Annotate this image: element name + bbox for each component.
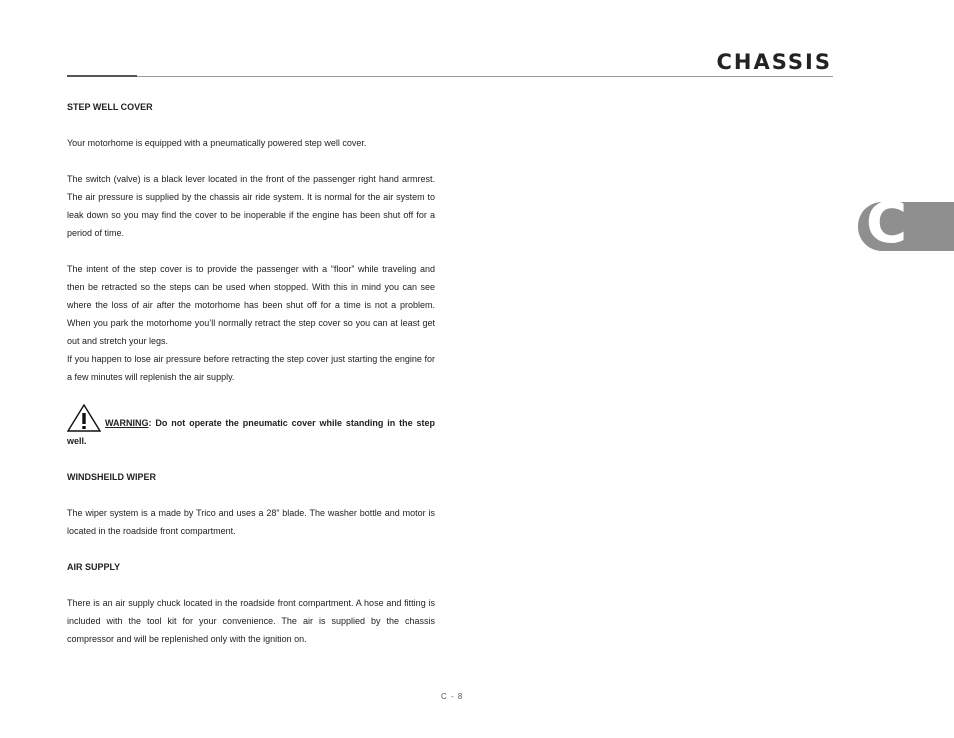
- step-well-paragraph-2: The switch (valve) is a black lever located in the front of the passenger right hand armrest. The air pressure is supplied by the chassis air ride system. It is normal for the air system to leak down so you may find the cover to be inoperable if the engine has been shut off for a period of time.: [67, 174, 435, 238]
- page-number: C - 8: [441, 692, 464, 701]
- header-rule-accent: [67, 75, 137, 77]
- wiper-paragraph-1: The wiper system is a made by Trico and uses a 28” blade. The washer bottle and motor is located in the roadside front compartment.: [67, 508, 435, 536]
- section-tab[interactable]: [858, 202, 954, 251]
- step-well-heading: STEP WELL COVER: [67, 102, 153, 112]
- page-header-title: CHASSIS: [716, 50, 832, 74]
- header-rule: [67, 76, 833, 77]
- air-supply-heading: AIR SUPPLY: [67, 562, 121, 572]
- wiper-heading: WINDSHEILD WIPER: [67, 472, 156, 482]
- step-well-paragraph-3: The intent of the step cover is to provide the passenger with a “floor” while traveling and then be retracted so the steps can be used when stopped. With this in mind you can see where the loss of air after the motorhome has been shut off for a time is not a problem. When you park the motorhome you’ll normally retract the step cover so you can at least get out and stretch your legs.: [67, 264, 435, 346]
- document-body: [67, 98, 435, 666]
- warning-notice: [67, 404, 435, 450]
- step-well-paragraph-4: If you happen to lose air pressure before retracting the step cover just starting the engine for a few minutes will replenish the air supply.: [67, 354, 435, 382]
- warning-text: : Do not operate the pneumatic cover while standing in the step well.: [67, 418, 435, 446]
- warning-triangle-icon: [67, 404, 101, 432]
- section-tab-letter: C: [866, 202, 908, 251]
- step-well-paragraph-1: Your motorhome is equipped with a pneumatically powered step well cover.: [67, 138, 367, 148]
- air-supply-paragraph-1: There is an air supply chuck located in the roadside front compartment. A hose and fitting is included with the tool kit for your convenience. The air is supplied by the chassis compressor and will be replenished only with the ignition on.: [67, 598, 435, 644]
- warning-label: WARNING: [105, 418, 149, 428]
